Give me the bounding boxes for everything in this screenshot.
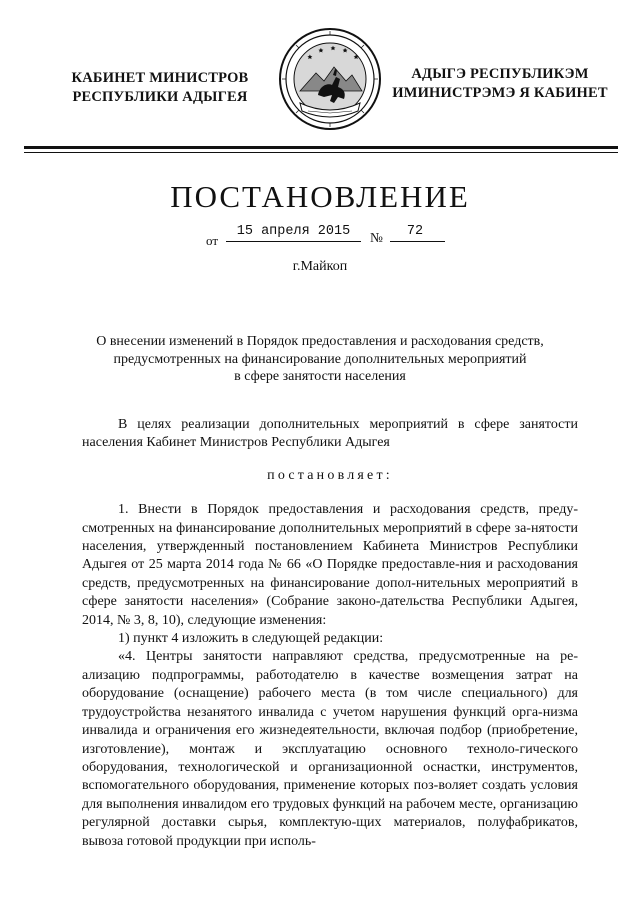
- subject-line2: предусмотренных на финансирование дополнительных мероприятий: [113, 351, 527, 367]
- header-left-russian: [60, 69, 260, 107]
- header-left-line2: РЕСПУБЛИКИ АДЫГЕЯ: [72, 89, 248, 105]
- document-subject: [70, 333, 570, 386]
- header-right-adyghe: [385, 65, 615, 103]
- decree-word: постановляет:: [267, 467, 393, 483]
- item-1: 1. Внести в Порядок предоставления и расходования средств, преду-смотренных на финансирование дополнительных мероприятий в сфере за-нятости населения, утвержденный постановлением Кабинета Министров Республики Адыгея от 25 марта 2014 года № 66 «О Порядке предоставле-ния и расходования средств, предусмотренных на финансирование допол-нительных мероприятий в сфере занятости населения» (Собрание законо-дательства Республики Адыгея, 2014, № 3, 8, 10), следующие изменения:: [82, 502, 578, 628]
- subject-line1: О внесении изменений в Порядок предоставления и расходования средств,: [96, 334, 544, 349]
- dateline: [206, 224, 446, 246]
- item-1-subitem-1-text: «4. Центры занятости направляют средства, предусмотренные на ре-ализацию подпрограммы, работодателю в качестве возмещения затрат на оборудование (оснащение) рабочего места (в том числе специального) для трудоустройства незанятого инвалида с учетом нарушения функций орга-низма инвалида и ограничения его жизнедеятельности, включая подбор (приобретение, изготовление), монтаж и эксплуатацию основного техноло-гического оборудования, технологической и организационной оснастки, инструментов, вспомогательного оборудования, применение которых поз-воляет создать условия для выполнения инвалидом его трудовых функций на рабочем месте, организацию регулярной доставки сырья, комплектую-щих материалов, полуфабрикатов, вывоза готовой продукции при исполь-: [82, 649, 578, 849]
- header-right-line1: АДЫГЭ РЕСПУБЛИКЭМ: [411, 66, 589, 82]
- item-1-subitem-1: 1) пункт 4 изложить в следующей редакции:: [118, 631, 384, 647]
- document-number: 72: [406, 224, 424, 239]
- number-sign: №: [370, 230, 383, 245]
- document-title: ПОСТАНОВЛЕНИЕ: [170, 179, 470, 214]
- document-date: 15 апреля 2015: [236, 224, 351, 239]
- header-rule-thick: [24, 146, 618, 149]
- preamble: В целях реализации дополнительных мероприятий в сфере занятости населения Кабинет Министров Республики Адыгея: [82, 417, 578, 451]
- coat-of-arms-icon: [278, 27, 382, 131]
- header-left-line1: КАБИНЕТ МИНИСТРОВ: [71, 70, 249, 86]
- number-underline: [390, 241, 445, 242]
- header-right-line2: ИМИНИСТРЭМЭ Я КАБИНЕТ: [392, 85, 608, 101]
- document-body: [82, 416, 578, 851]
- subject-line3: в сфере занятости населения: [234, 369, 406, 384]
- header-rule-thin: [24, 152, 618, 153]
- city: г.Майкоп: [292, 259, 348, 274]
- date-underline: [226, 241, 361, 242]
- date-prefix: от: [206, 233, 219, 248]
